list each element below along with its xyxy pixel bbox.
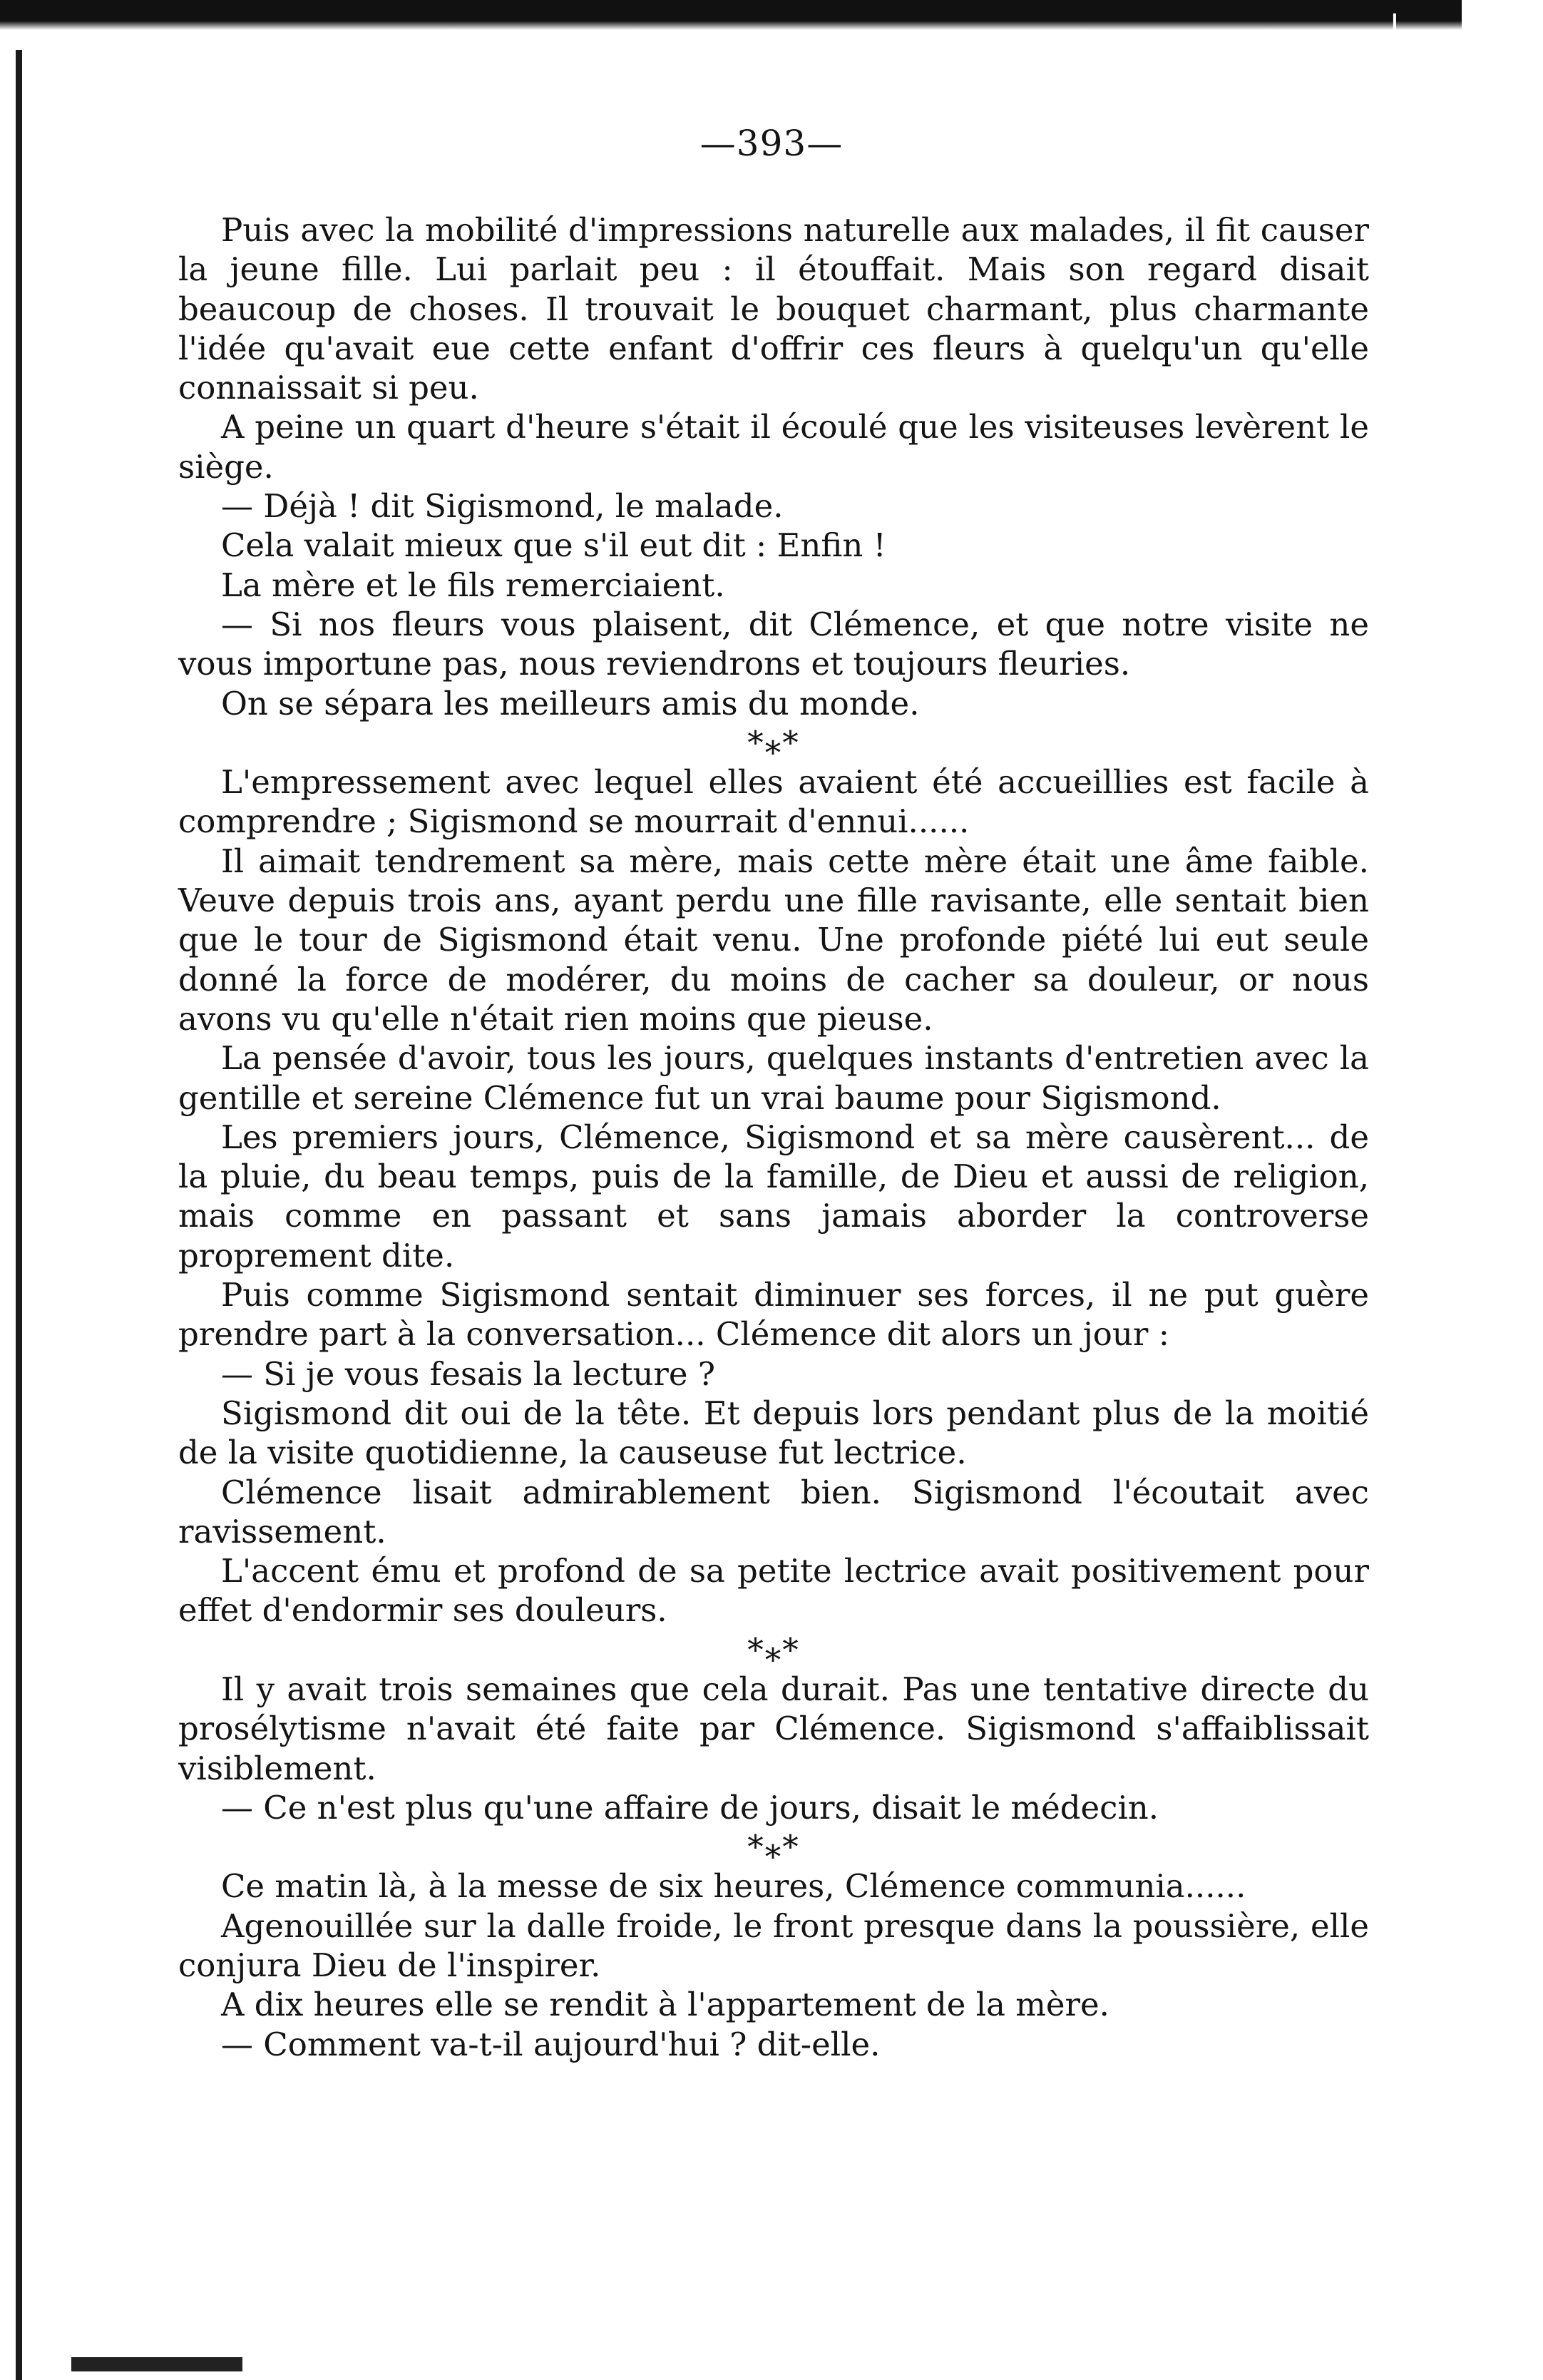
- text-body: [178, 210, 1369, 2064]
- paragraph: Puis comme Sigismond sentait diminuer ses forces, il ne put guère prendre part à la conversation... Clémence dit alors un jour :: [178, 1276, 1369, 1354]
- paragraph: — Comment va-t-il aujourd'hui ? dit-elle.: [221, 2025, 881, 2063]
- paragraph: Sigismond dit oui de la tête. Et depuis lors pendant plus de la moitié de la visite quotidienne, la causeuse fut lectrice.: [178, 1394, 1369, 1472]
- paragraph: Les premiers jours, Clémence, Sigismond et sa mère causèrent... de la pluie, du beau temps, puis de la famille, de Dieu et aussi de religion, mais comme en passant et sans jamais aborder la controverse proprement dite.: [178, 1118, 1369, 1275]
- paragraph: L'empressement avec lequel elles avaient été accueillies est facile à comprendre ; Sigismond se mourrait d'ennui......: [178, 763, 1369, 841]
- paragraph: L'accent ému et profond de sa petite lectrice avait positivement pour effet d'endormir ses douleurs.: [178, 1552, 1369, 1630]
- paragraph: Il aimait tendrement sa mère, mais cette mère était une âme faible. Veuve depuis trois ans, ayant perdu une fille ravisante, elle sentait bien que le tour de Sigismond était venu. Une profonde piété lui eut seule donné la force de modérer, du moins de cacher sa douleur, or nous avons vu qu'elle n'était rien moins que pieuse.: [178, 842, 1369, 1038]
- paragraph: Ce matin là, à la messe de six heures, Clémence communia......: [221, 1867, 1246, 1906]
- paragraph: Puis avec la mobilité d'impressions naturelle aux malades, il fit causer la jeune fille. Lui parlait peu : il étouffait. Mais son regard disait beaucoup de choses. Il trouvait le bouquet charmant, plus charmante l'idée qu'avait eue cette enfant d'offrir ces fleurs à quelqu'un qu'elle connaissait si peu.: [178, 211, 1369, 407]
- paragraph: Il y avait trois semaines que cela durait. Pas une tentative directe du prosélytisme n'avait été faite par Clémence. Sigismond s'affaiblissait visiblement.: [178, 1670, 1369, 1787]
- paragraph: La mère et le fils remerciaient.: [221, 566, 725, 604]
- scan-border-left: [16, 50, 22, 2380]
- paragraph: La pensée d'avoir, tous les jours, quelques instants d'entretien avec la gentille et sereine Clémence fut un vrai baume pour Sigismond.: [178, 1039, 1369, 1117]
- section-separator: *⁎*: [747, 723, 800, 762]
- scan-border-top: [0, 0, 1462, 30]
- paragraph: — Si nos fleurs vous plaisent, dit Clémence, et que notre visite ne vous importune pas, nous reviendrons et toujours fleuries.: [178, 605, 1369, 683]
- paragraph: Clémence lisait admirablement bien. Sigismond l'écoutait avec ravissement.: [178, 1473, 1369, 1551]
- paragraph: On se sépara les meilleurs amis du monde.: [221, 684, 920, 722]
- paragraph: Cela valait mieux que s'il eut dit : Enfin !: [221, 526, 886, 565]
- paragraph: Agenouillée sur la dalle froide, le front presque dans la poussière, elle conjura Dieu de l'inspirer.: [178, 1906, 1369, 1985]
- paragraph: — Ce n'est plus qu'une affaire de jours, disait le médecin.: [221, 1788, 1159, 1827]
- section-separator: *⁎*: [747, 1630, 800, 1669]
- scan-corner-mark: J: [1390, 9, 1399, 41]
- paragraph: A dix heures elle se rendit à l'appartement de la mère.: [221, 1986, 1109, 2024]
- section-separator: *⁎*: [747, 1828, 800, 1866]
- page-number: —393—: [699, 123, 844, 164]
- paragraph: A peine un quart d'heure s'était il écoulé que les visiteuses levèrent le siège.: [178, 408, 1369, 486]
- paragraph: — Si je vous fesais la lecture ?: [221, 1354, 715, 1393]
- paragraph: — Déjà ! dit Sigismond, le malade.: [221, 487, 784, 526]
- scan-border-bottom: [71, 2357, 242, 2371]
